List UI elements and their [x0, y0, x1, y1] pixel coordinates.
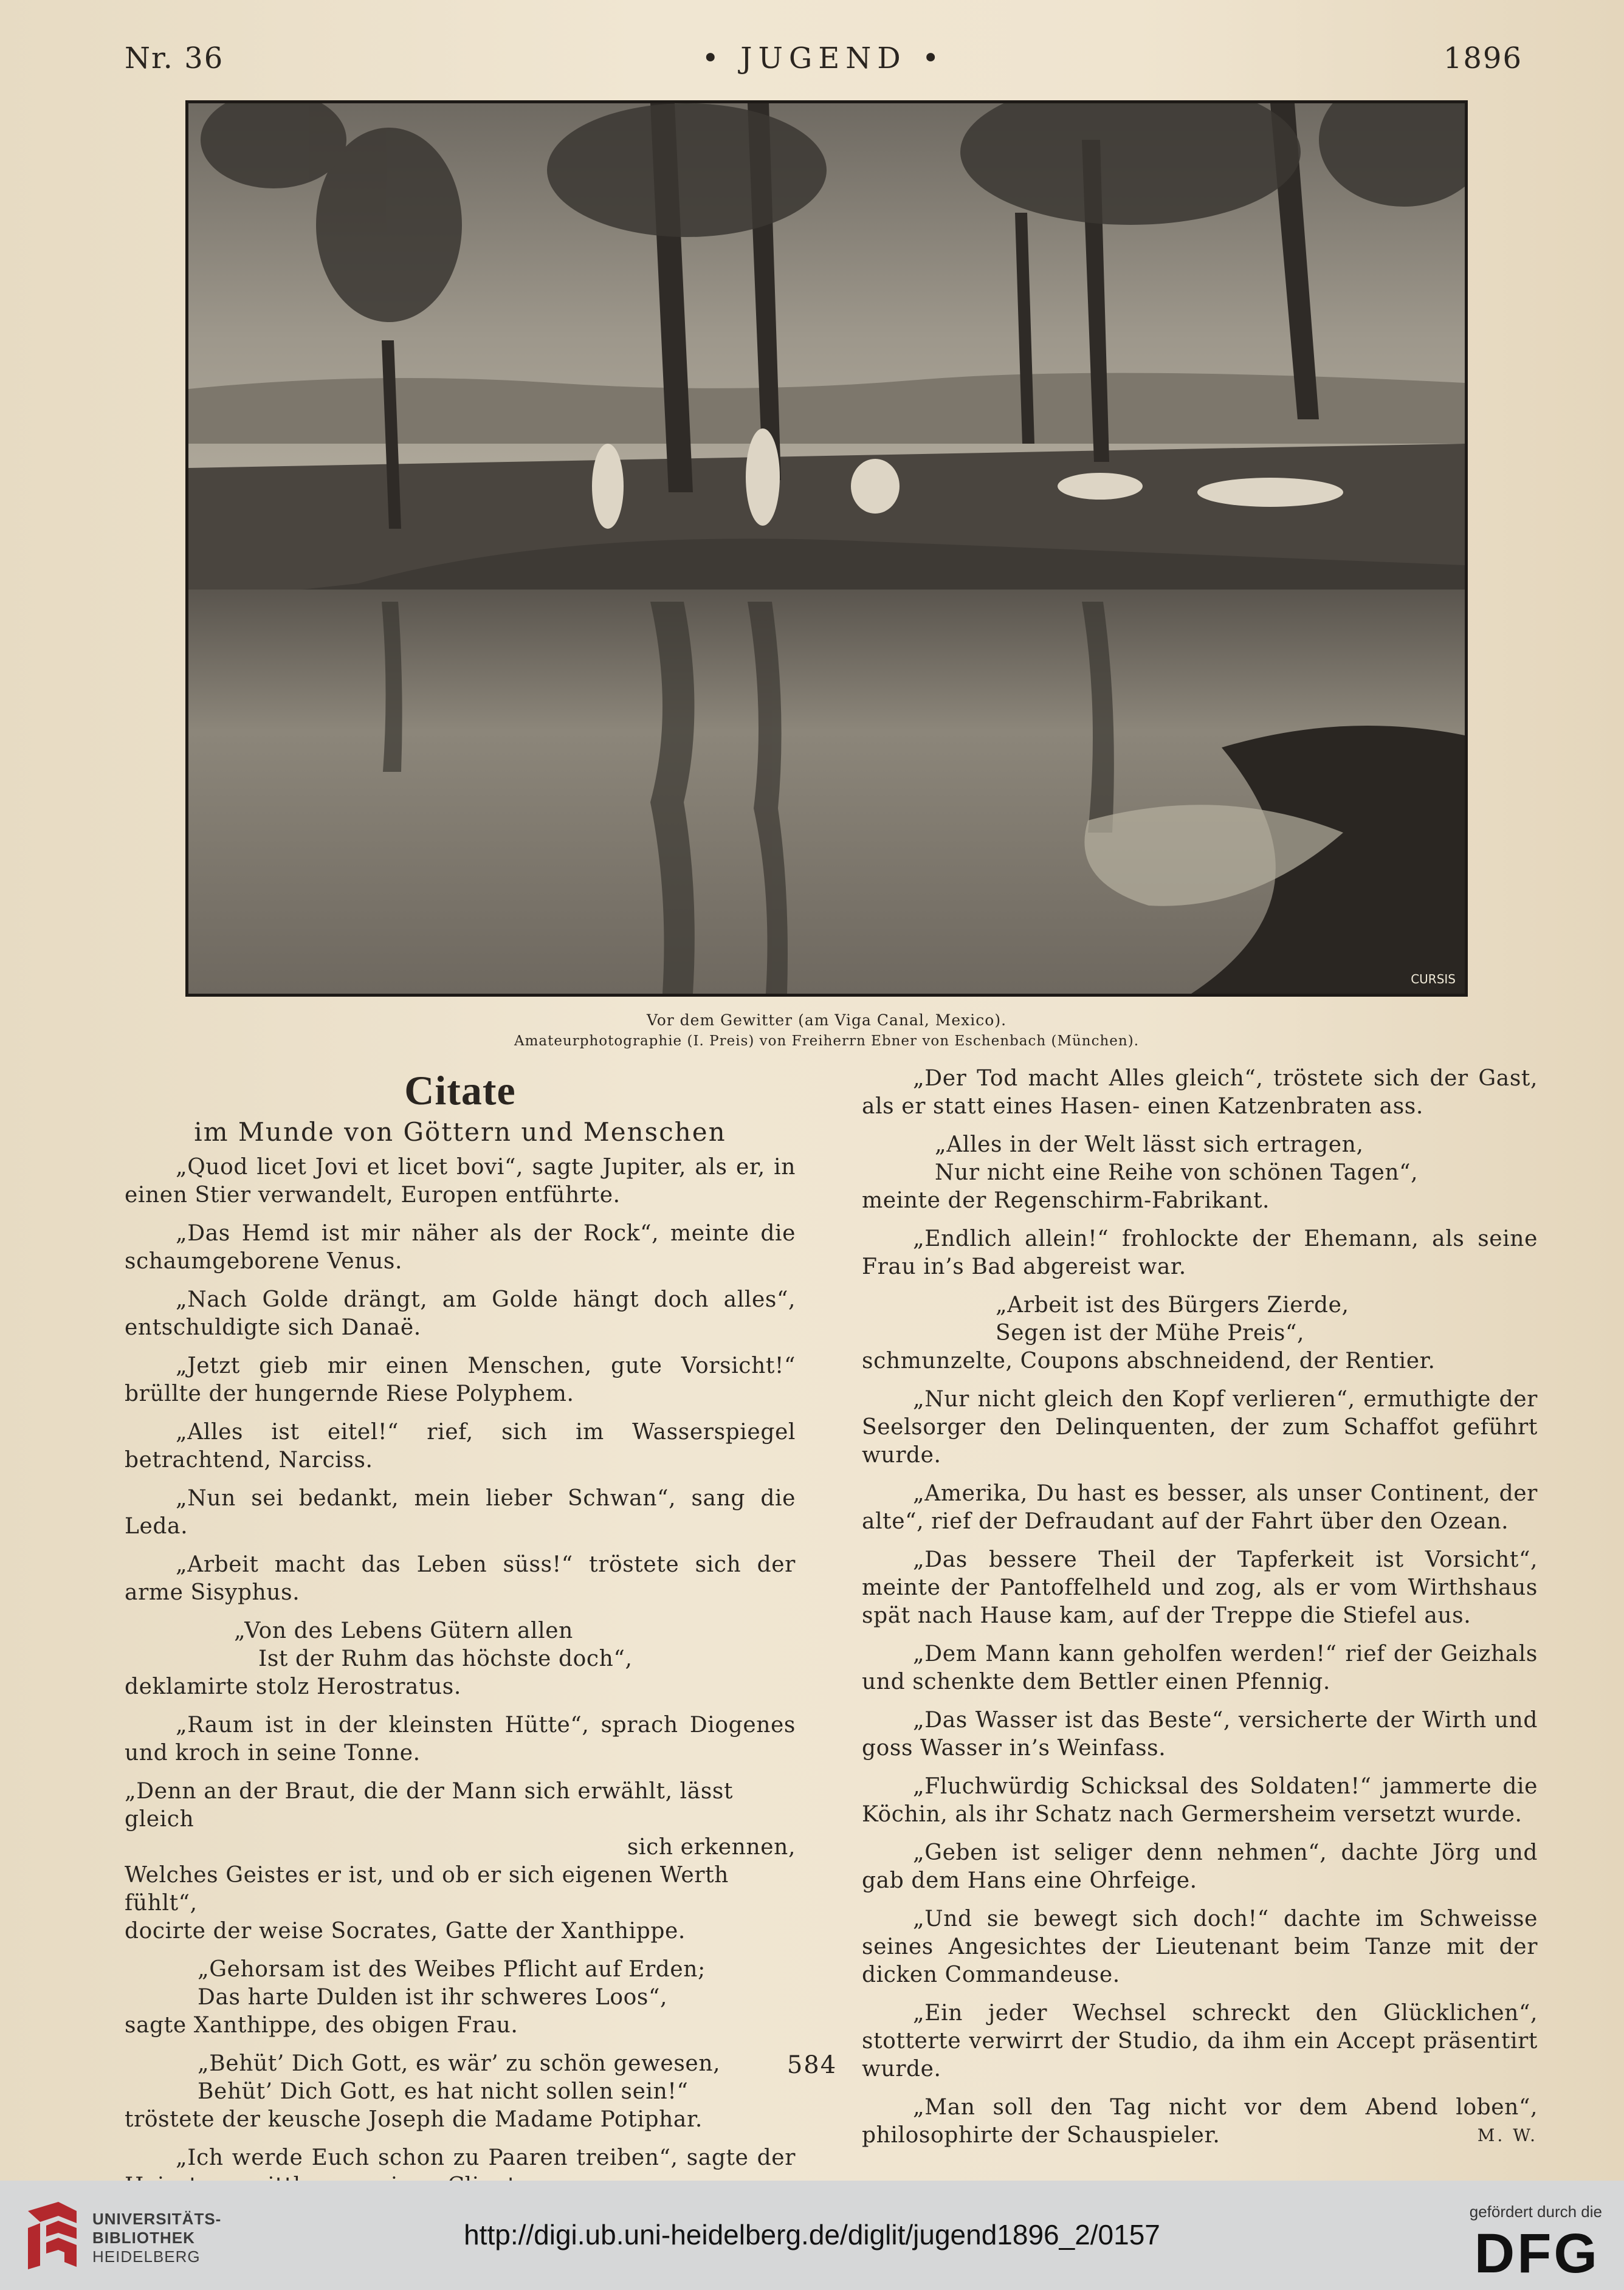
verse-line: Ist der Ruhm das höchste doch“,	[258, 1646, 633, 1671]
issue-number: Nr. 36	[125, 41, 224, 75]
quote-polyphem: „Jetzt gieb mir einen Menschen, gute Vorsicht!“ brüllte der hungernde Riese Polyphem.	[125, 1353, 796, 1406]
verse-line: „Alles in der Welt lässt sich ertragen,	[935, 1132, 1364, 1157]
quote-sisyphus: „Arbeit macht das Leben süss!“ tröstete sich der arme Sisyphus.	[125, 1552, 796, 1605]
verse-socrates	[125, 1778, 796, 1945]
quote-wirth: „Das Wasser ist das Beste“, versicherte der Wirth und goss Wasser in’s Weinfass.	[862, 1708, 1538, 1761]
quote-joerg: „Geben ist seliger denn nehmen“, dachte Jörg und gab dem Hans eine Ohrfeige.	[862, 1840, 1538, 1893]
verse-line: „Behüt’ Dich Gott, es wär’ zu schön gewesen,	[198, 2051, 721, 2076]
quote-schauspieler	[862, 2094, 1538, 2150]
photo-caption: Vor dem Gewitter (am Viga Canal, Mexico).	[646, 1011, 1007, 1029]
verse-line: „Von des Lebens Gütern allen	[234, 1618, 573, 1643]
verse-line: Segen ist der Mühe Preis“,	[996, 1321, 1304, 1346]
page-number: 584	[786, 2051, 838, 2079]
library-name-line3: HEIDELBERG	[92, 2247, 201, 2266]
magazine-title: • JUGEND •	[701, 41, 946, 75]
verse-line: „Arbeit ist des Bürgers Zierde,	[996, 1293, 1349, 1318]
verse-regenschirm	[862, 1131, 1538, 1215]
quote-defraudant: „Amerika, Du hast es besser, als unser Continent, der alte“, rief der Defraudant auf der Fahrt über den Ozean.	[862, 1481, 1538, 1534]
sponsor-label: gefördert durch die	[1469, 2202, 1602, 2221]
year: 1896	[1443, 41, 1522, 75]
quote-pantoffelheld: „Das bessere Theil der Tapferkeit ist Vorsicht“, meinte der Pantoffelheld und zog, als er vom Wirthshaus spät nach Hause kam, auf der Treppe die Stiefel aus.	[862, 1547, 1538, 1628]
verse-line: „Gehorsam ist des Weibes Pflicht auf Erden;	[198, 1957, 706, 1982]
verse-line: sich erkennen,	[627, 1835, 796, 1860]
quote-studio: „Ein jeder Wechsel schreckt den Glücklichen“, stotterte verwirrt der Studio, da ihm ein Accept präsentirt wurde.	[862, 2001, 1538, 2082]
library-name-line1: UNIVERSITÄTS-	[92, 2210, 222, 2228]
digitization-footer	[0, 2181, 1624, 2290]
quote-schauspieler-text: „Man soll den Tag nicht vor dem Abend loben“, philosophirte der Schauspieler.	[862, 2095, 1538, 2148]
verse-line: Das harte Dulden ist ihr schweres Loos“,	[198, 1985, 668, 2010]
article-title: Citate	[404, 1067, 516, 1113]
right-column	[862, 1065, 1538, 2160]
quote-gast: „Der Tod macht Alles gleich“, tröstete sich der Gast, als er statt eines Hasen- einen Katzenbraten ass.	[862, 1066, 1538, 1119]
photo-credit: Amateurphotographie (I. Preis) von Freiherrn Ebner von Eschenbach (München).	[514, 1033, 1140, 1049]
verse-line: Behüt’ Dich Gott, es hat nicht sollen sein!“	[198, 2079, 689, 2104]
quote-venus: „Das Hemd ist mir näher als der Rock“, meinte die schaumgeborene Venus.	[125, 1221, 796, 1274]
source-url-link[interactable]: http://digi.ub.uni-heidelberg.de/diglit/jugend1896_2/0157	[464, 2219, 1160, 2250]
verse-herostratus	[125, 1617, 796, 1701]
verse-attribution: sagte Xanthippe, des obigen Frau.	[125, 2013, 518, 2038]
verse-attribution: tröstete der keusche Joseph die Madame Potiphar.	[125, 2107, 703, 2132]
printer-mark: CURSIS	[1411, 972, 1456, 986]
quote-seelsorger: „Nur nicht gleich den Kopf verlieren“, ermuthigte der Seelsorger den Delinquenten, der zum Schaffot geführt wurde.	[862, 1387, 1538, 1468]
verse-xanthippe	[125, 1956, 796, 2040]
quote-diogenes: „Raum ist in der kleinsten Hütte“, sprach Diogenes und kroch in seine Tonne.	[125, 1713, 796, 1766]
verse-attribution: deklamirte stolz Herostratus.	[125, 1674, 461, 1699]
photograph	[185, 100, 1468, 997]
quote-geizhals: „Dem Mann kann geholfen werden!“ rief der Geizhals und schenkte dem Bettler einen Pfennig.	[862, 1642, 1538, 1694]
verse-attribution: schmunzelte, Coupons abschneidend, der Rentier.	[862, 1349, 1436, 1374]
quote-narciss: „Alles ist eitel!“ rief, sich im Wasserspiegel betrachtend, Narciss.	[125, 1420, 796, 1473]
quote-koechin: „Fluchwürdig Schicksal des Soldaten!“ jammerte die Köchin, als ihr Schatz nach Germersheim versetzt wurde.	[862, 1774, 1538, 1827]
canal-photo-image	[188, 103, 1465, 994]
article-subtitle: im Munde von Göttern und Menschen	[194, 1117, 726, 1147]
verse-attribution: meinte der Regenschirm-Fabrikant.	[862, 1188, 1270, 1213]
quote-heiratsvermittler: „Ich werde Euch schon zu Paaren treiben“, sagte der	[176, 2145, 796, 2170]
quote-danae: „Nach Golde drängt, am Golde hängt doch alles“, entschuldigte sich Danaë.	[125, 1287, 796, 1340]
dfg-logo[interactable]: DFG	[1474, 2223, 1600, 2285]
verse-line: „Denn an der Braut, die der Mann sich erwählt, lässt gleich	[125, 1779, 734, 1832]
verse-line: Nur nicht eine Reihe von schönen Tagen“,	[935, 1160, 1419, 1185]
verse-attribution: docirte der weise Socrates, Gatte der Xanthippe.	[125, 1919, 686, 1944]
author-signature: M. W.	[1477, 2125, 1538, 2145]
quote-lieutenant: „Und sie bewegt sich doch!“ dachte im Schweisse seines Angesichtes der Lieutenant beim Tanze mit der dicken Commandeuse.	[862, 1907, 1538, 1987]
page-header	[125, 41, 1522, 84]
verse-line: Welches Geistes er ist, und ob er sich eigenen Werth fühlt“,	[125, 1863, 729, 1916]
left-column	[125, 1065, 796, 2210]
library-name-line2: BIBLIOTHEK	[92, 2229, 195, 2247]
quote-ehemann: „Endlich allein!“ frohlockte der Ehemann, als seine Frau in’s Bad abgereist war.	[862, 1226, 1538, 1279]
quote-leda: „Nun sei bedankt, mein lieber Schwan“, sang die Leda.	[125, 1486, 796, 1539]
quote-jupiter: „Quod licet Jovi et licet bovi“, sagte Jupiter, als er, in einen Stier verwandelt, Europen entführte.	[125, 1155, 796, 1208]
verse-rentier	[862, 1291, 1538, 1375]
